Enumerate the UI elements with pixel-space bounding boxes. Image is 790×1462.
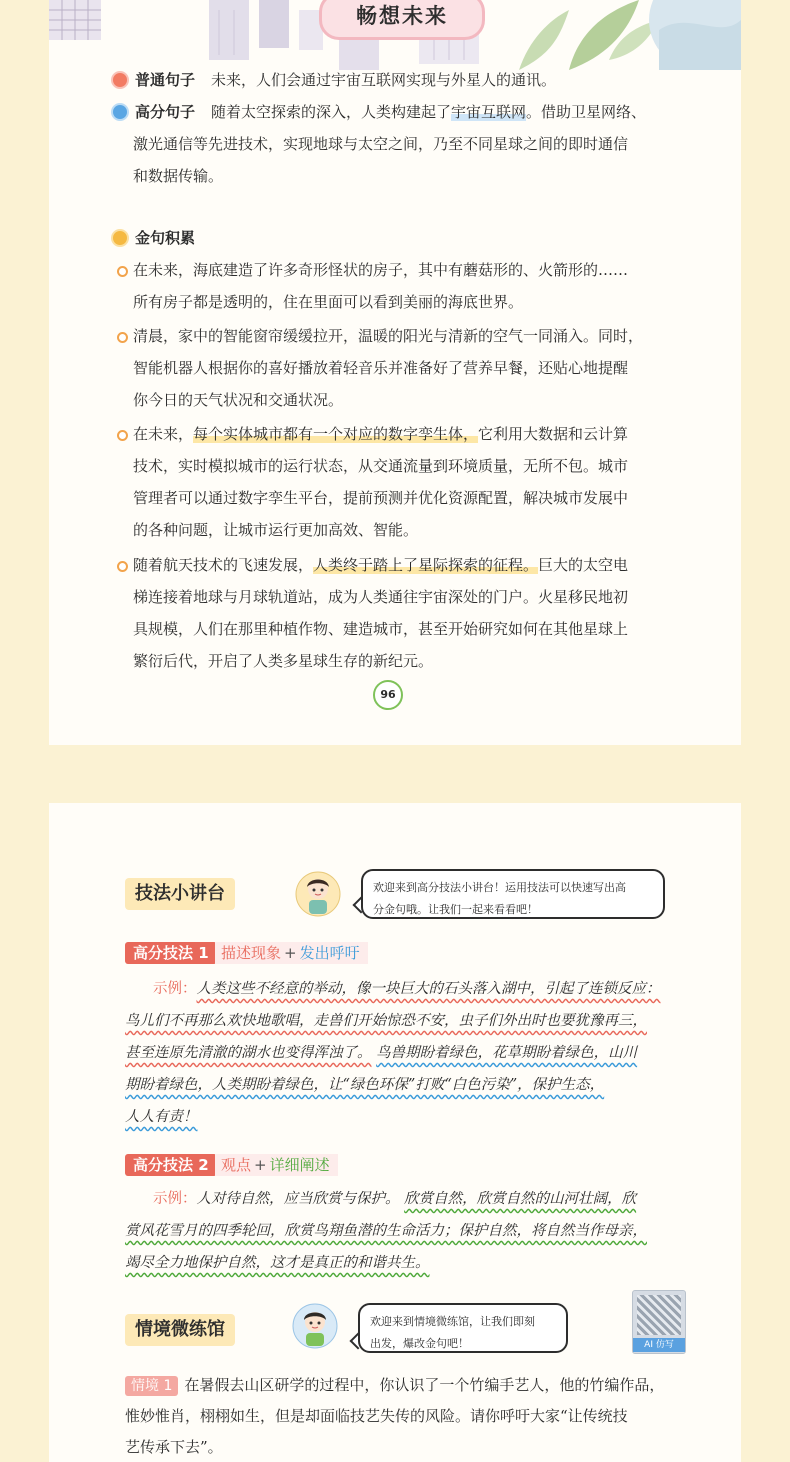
book-page-97 (49, 803, 741, 1462)
example-text: 甚至连原先清澈的湖水也变得浑浊了。 (125, 1045, 372, 1061)
golden-item-line: 的各种问题，让城市运行更加高效、智能。 (133, 521, 419, 539)
technique-1-example (125, 973, 685, 1133)
bubble-line: 出发，爆改金句吧！ (370, 1337, 469, 1350)
scene-1-label: 情境 1 (125, 1376, 178, 1396)
golden-item-3 (133, 418, 733, 546)
teacher-avatar-icon (295, 871, 341, 917)
example-text: 期盼着绿色，人类期盼着绿色，让“绿色环保”打败“白色污染”，保护生态， (125, 1077, 605, 1093)
golden-item-line: 所有房子都是透明的，住在里面可以看到美丽的海底世界。 (133, 293, 524, 311)
example-line (125, 1247, 685, 1279)
technique-1-part1: 描述现象 (221, 944, 282, 962)
golden-item-line: 管理者可以通过数字孪生平台，提前预测并优化资源配置，解决城市发展中 (133, 489, 629, 507)
golden-item-line (133, 418, 733, 450)
example-text: 人对待自然，应当欣赏与保护。 (196, 1191, 400, 1207)
scene-line: 惟妙惟肖，栩栩如生，但是却面临技艺失传的风险。请你呼吁大家“让传统技 (125, 1407, 628, 1425)
technique-2-part1: 观点 (221, 1156, 252, 1174)
high-score-highlight: 宇宙互联网 (451, 103, 527, 121)
scene-line: 艺传承下去”。 (125, 1438, 223, 1456)
golden-item-line (133, 549, 733, 581)
golden-item-2 (133, 320, 733, 416)
technique-2-formula (215, 1154, 338, 1176)
golden-item-4 (133, 549, 733, 677)
practice-title: 情境微练馆 (125, 1314, 235, 1346)
bullet-icon (117, 430, 128, 441)
bubble-line: 欢迎来到高分技法小讲台！运用技法可以快速写出高 (373, 881, 626, 894)
example-line (125, 1183, 685, 1215)
example-text: 人人有责！ (125, 1109, 198, 1125)
normal-sentence-label: 普通句子 (135, 71, 196, 89)
plus-sign: + (254, 1156, 267, 1174)
example-text: 欣赏自然，欣赏自然的山河壮阔，欣 (404, 1191, 637, 1207)
student-avatar-icon (292, 1303, 338, 1349)
golden-item-line: 繁衍后代，开启了人类多星球生存的新纪元。 (133, 652, 434, 670)
golden-item-line: 具规模，人们在那里种植作物、建造城市，甚至开始研究如何在其他星球上 (133, 620, 629, 638)
high-score-line3: 和数据传输。 (133, 167, 224, 185)
example-line (125, 1005, 685, 1037)
example-line (125, 1069, 685, 1101)
example-text: 鸟兽期盼着绿色，花草期盼着绿色，山川 (376, 1045, 638, 1061)
golden-item-highlight: 人类终于踏上了星际探索的征程。 (313, 556, 539, 574)
technique-1-label: 高分技法 1 (125, 942, 217, 964)
example-line (125, 1101, 685, 1133)
qr-label: AI 仿写 (633, 1338, 685, 1352)
golden-item-line: 梯连接着地球与月球轨道站，成为人类通往宇宙深处的门户。火星移民地初 (133, 588, 629, 606)
golden-item-line: 在未来，海底建造了许多奇形怪状的房子，其中有蘑菇形的、火箭形的…… (133, 261, 629, 279)
gold-medal-icon (111, 229, 129, 247)
red-badge-icon (111, 71, 129, 89)
example-text: 竭尽全力地保护自然，这才是真正的和谐共生。 (125, 1255, 430, 1271)
golden-item-pre: 随着航天技术的飞速发展， (133, 556, 314, 574)
normal-sentence (111, 64, 556, 96)
technique-1-formula (215, 942, 368, 964)
plus-sign: + (284, 944, 297, 962)
high-score-line1-post: 。借助卫星网络、 (526, 103, 647, 121)
qr-code-icon (637, 1295, 681, 1335)
golden-item-line: 清晨，家中的智能窗帘缓缓拉开，温暖的阳光与清新的空气一同涌入。同时， (133, 327, 644, 345)
page-number: 96 (373, 680, 403, 710)
golden-item-1 (133, 254, 733, 318)
bubble-line: 分金句哦。让我们一起来看看吧！ (373, 903, 538, 916)
example-line (125, 973, 685, 1005)
lecture-speech-bubble (361, 869, 665, 919)
technique-1-part2: 发出呼吁 (299, 944, 360, 962)
golden-sentences-header (111, 222, 211, 254)
bullet-icon (117, 266, 128, 277)
example-text: 人类这些不经意的举动，像一块巨大的石头落入湖中，引起了连锁反应： (196, 981, 661, 997)
qr-code[interactable] (632, 1290, 686, 1354)
banner-title: 畅想未来 (319, 0, 485, 40)
high-score-sentence (111, 96, 646, 128)
scene-text: 在暑假去山区研学的过程中，你认识了一个竹编手艺人，他的竹编作品， (184, 1376, 665, 1394)
example-line (125, 1037, 685, 1069)
normal-sentence-text: 未来，人们会通过宇宙互联网实现与外星人的通讯。 (211, 71, 557, 89)
golden-label: 金句积累 (135, 229, 196, 247)
golden-item-line: 技术，实时模拟城市的运行状态，从交通流量到环境质量，无所不包。城市 (133, 457, 629, 475)
technique-2-example (125, 1183, 685, 1279)
technique-2-label: 高分技法 2 (125, 1154, 217, 1176)
high-score-sentence-label: 高分句子 (135, 103, 196, 121)
example-text: 赏风花雪月的四季轮回，欣赏鸟翔鱼潜的生命活力；保护自然，将自然当作母亲， (125, 1223, 647, 1239)
high-score-line2: 激光通信等先进技术，实现地球与太空之间，乃至不同星球之间的即时通信 (133, 135, 629, 153)
bubble-line: 欢迎来到情境微练馆，让我们即刻 (370, 1315, 535, 1328)
technique-2-part2: 详细阐述 (269, 1156, 330, 1174)
golden-item-post: 它利用大数据和云计算 (478, 425, 629, 443)
golden-item-post: 巨大的太空电 (538, 556, 629, 574)
example-text: 鸟儿们不再那么欢快地歌唱，走兽们开始惊恐不安，虫子们外出时也要犹豫再三， (125, 1013, 647, 1029)
blue-badge-icon (111, 103, 129, 121)
golden-item-line: 智能机器人根据你的喜好播放着轻音乐并准备好了营养早餐，还贴心地提醒 (133, 359, 629, 377)
example-label: 示例： (153, 981, 197, 997)
bullet-icon (117, 561, 128, 572)
example-label: 示例： (153, 1191, 197, 1207)
scene-line (125, 1370, 695, 1401)
bullet-icon (117, 332, 128, 343)
example-line (125, 1215, 685, 1247)
golden-item-pre: 在未来， (133, 425, 194, 443)
high-score-line1-pre: 随着太空探索的深入，人类构建起了 (211, 103, 452, 121)
lecture-title: 技法小讲台 (125, 878, 235, 910)
golden-item-line: 你今日的天气状况和交通状况。 (133, 391, 344, 409)
practice-speech-bubble (358, 1303, 568, 1353)
scene-1 (125, 1370, 695, 1462)
golden-item-highlight: 每个实体城市都有一个对应的数字孪生体， (193, 425, 479, 443)
book-page-96 (49, 0, 741, 745)
